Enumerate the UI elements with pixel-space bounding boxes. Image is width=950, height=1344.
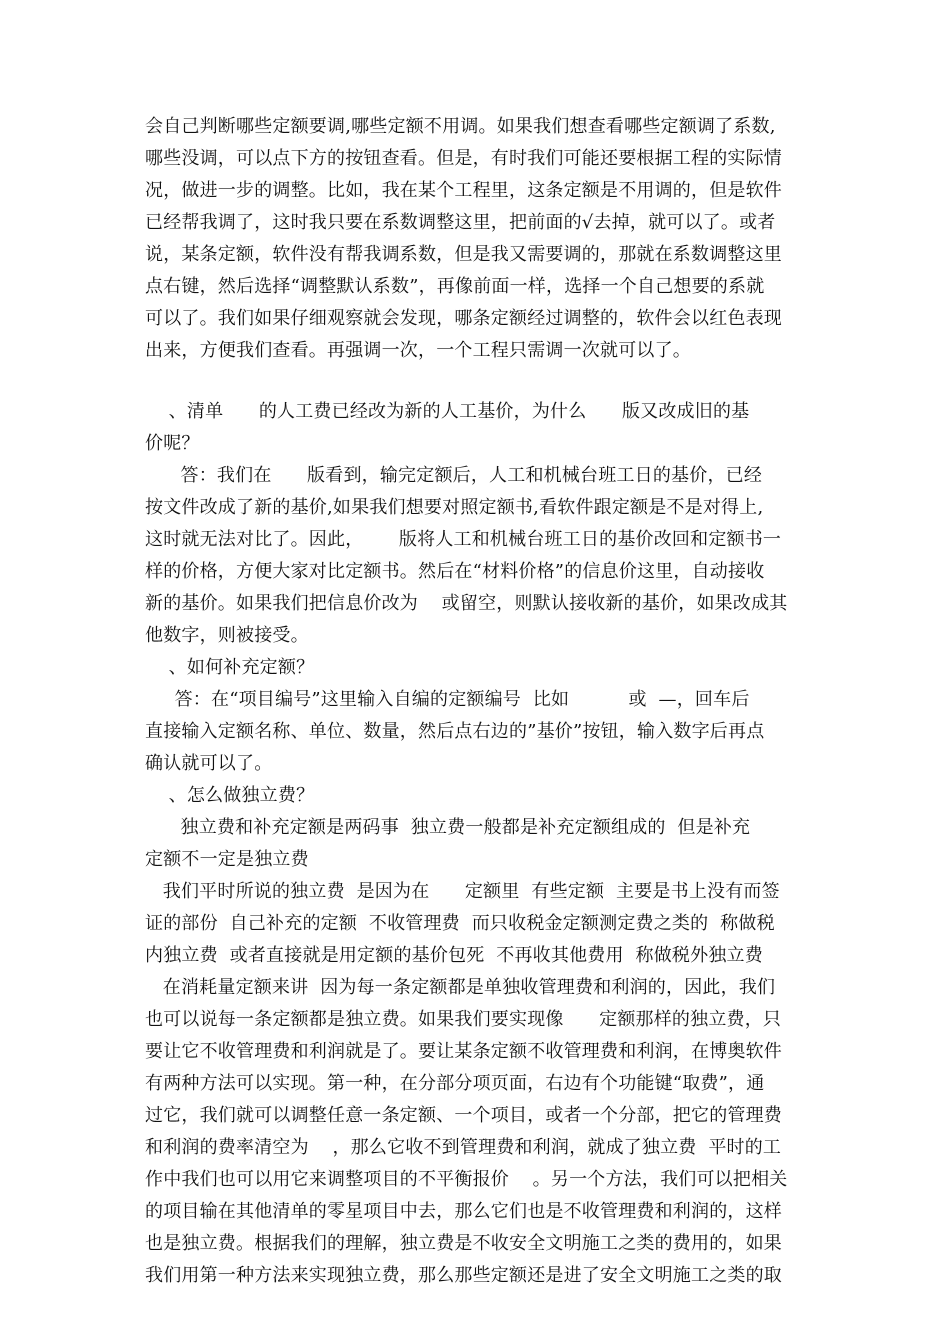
text-line: 样的价格，方便大家对比定额书。然后在“材料价格”的信息价这里，自动接收 xyxy=(145,561,765,582)
section-heading: 、清单 的人工费已经改为新的人工基价，为什么 版又改成旧的基 xyxy=(145,401,750,422)
text-line: 点右键，然后选择“调整默认系数”，再像前面一样，选择一个自己想要的系就 xyxy=(145,276,765,297)
text-line: 我们用第一种方法来实现独立费，那么那些定额还是进了安全文明施工之类的取 xyxy=(145,1265,782,1286)
text-line: 要让它不收管理费和利润就是了。要让某条定额不收管理费和利润，在博奥软件 xyxy=(145,1041,782,1062)
text-line: 和利润的费率清空为 ，那么它收不到管理费和利润，就成了独立费 平时的工 xyxy=(145,1137,782,1158)
text-line: 内独立费 或者直接就是用定额的基价包死 不再收其他费用 称做税外独立费 xyxy=(145,945,763,966)
text-line: 我们平时所说的独立费 是因为在 定额里 有些定额 主要是书上没有而签 xyxy=(145,881,780,902)
text-line: 作中我们也可以用它来调整项目的不平衡报价 。另一个方法，我们可以把相关 xyxy=(145,1169,788,1190)
text-line: 有两种方法可以实现。第一种，在分部分项页面，右边有个功能键“取费”，通 xyxy=(145,1073,765,1094)
text-line: 可以了。我们如果仔细观察就会发现，哪条定额经过调整的，软件会以红色表现 xyxy=(145,308,782,329)
text-line: 已经帮我调了，这时我只要在系数调整这里，把前面的√去掉，就可以了。或者 xyxy=(145,212,776,233)
text-line: 答：在“项目编号”这里输入自编的定额编号 比如 或 —，回车后 xyxy=(145,689,750,710)
text-line: 这时就无法对比了。因此， 版将人工和机械台班工日的基价改回和定额书一 xyxy=(145,529,782,550)
section-heading: 、如何补充定额？ xyxy=(145,657,315,678)
text-line: 出来，方便我们查看。再强调一次，一个工程只需调一次就可以了。 xyxy=(145,340,691,361)
text-line: 新的基价。如果我们把信息价改为 或留空，则默认接收新的基价，如果改成其 xyxy=(145,593,788,614)
text-line: 按文件改成了新的基价,如果我们想要对照定额书,看软件跟定额是不是对得上, xyxy=(145,497,764,518)
text-line: 哪些没调，可以点下方的按钮查看。但是，有时我们可能还要根据工程的实际情 xyxy=(145,148,782,169)
text-line: 答：我们在 版看到，输完定额后，人工和机械台班工日的基价，已经 xyxy=(145,465,763,486)
section-heading: 、怎么做独立费？ xyxy=(145,785,315,806)
text-line: 独立费和补充定额是两码事 独立费一般都是补充定额组成的 但是补充 xyxy=(145,817,751,838)
text-line: 在消耗量定额来讲 因为每一条定额都是单独收管理费和利润的，因此，我们 xyxy=(145,977,776,998)
text-line: 过它，我们就可以调整任意一条定额、一个项目，或者一个分部，把它的管理费 xyxy=(145,1105,782,1126)
text-line: 也是独立费。根据我们的理解，独立费是不收安全文明施工之类的费用的，如果 xyxy=(145,1233,782,1254)
text-line: 会自己判断哪些定额要调,哪些定额不用调。如果我们想查看哪些定额调了系数, xyxy=(145,116,776,137)
text-line: 定额不一定是独立费 xyxy=(145,849,309,870)
text-line: 他数字，则被接受。 xyxy=(145,625,309,646)
text-line: 直接输入定额名称、单位、数量，然后点右边的”基价”按钮，输入数字后再点 xyxy=(145,721,765,742)
text-line: 证的部份 自己补充的定额 不收管理费 而只收税金定额测定费之类的 称做税 xyxy=(145,913,775,934)
text-line: 说，某条定额，软件没有帮我调系数，但是我又需要调的，那就在系数调整这里 xyxy=(145,244,782,265)
text-line: 的项目输在其他清单的零星项目中去，那么它们也是不收管理费和利润的，这样 xyxy=(145,1201,782,1222)
text-line: 况，做进一步的调整。比如，我在某个工程里，这条定额是不用调的，但是软件 xyxy=(145,180,782,201)
text-line: 也可以说每一条定额都是独立费。如果我们要实现像 定额那样的独立费，只 xyxy=(145,1009,782,1030)
text-line: 价呢？ xyxy=(145,433,200,454)
text-line: 确认就可以了。 xyxy=(145,753,273,774)
